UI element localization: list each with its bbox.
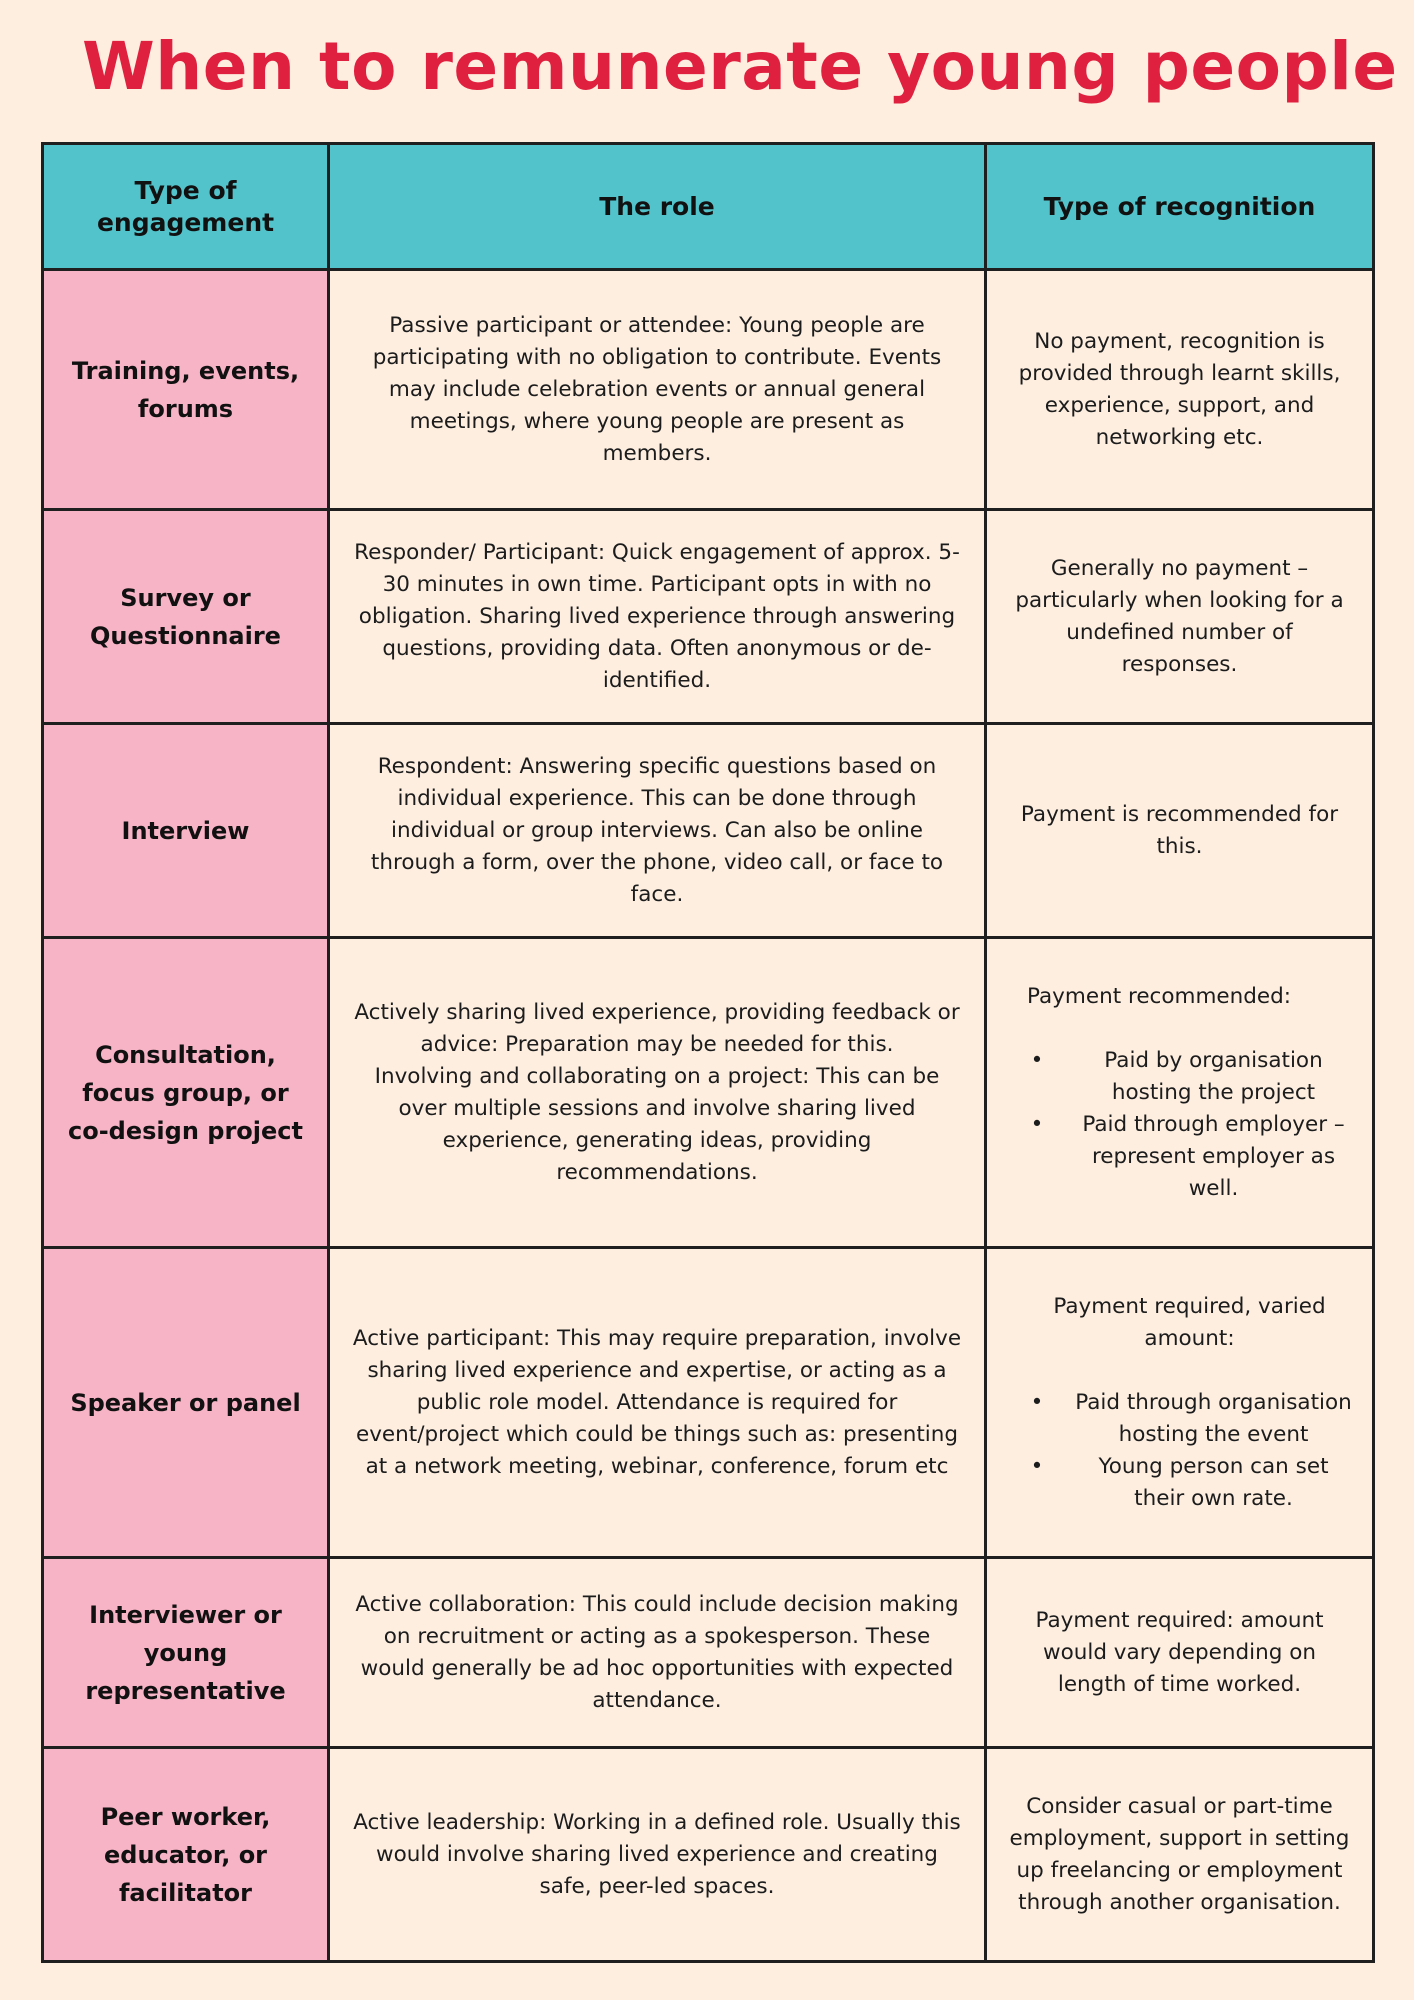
recognition-cell: Payment required: amount would vary depending on length of time worked. xyxy=(986,1558,1374,1748)
recognition-intro: Payment required, varied amount: xyxy=(1053,1293,1326,1351)
recognition-cell: Generally no payment – particularly when looking for a undefined number of responses. xyxy=(986,510,1374,724)
role-cell: Active collaboration: This could include decision making on recruitment or acting as a spokesperson. These would generally be ad hoc opportunities with expected attendance. xyxy=(329,1558,986,1748)
bullet-icon: • xyxy=(1030,1111,1044,1137)
table-row xyxy=(43,510,1374,724)
recognition-list xyxy=(1027,1387,1352,1515)
header-the-role: The role xyxy=(329,144,986,270)
recognition-cell: Consider casual or part-time employment, support in setting up freelancing or employment through another organisation. xyxy=(986,1748,1374,1962)
header-row xyxy=(43,144,1374,270)
engagement-type-cell: Peer worker, educator, or facilitator xyxy=(43,1748,329,1962)
engagement-type-cell: Interviewer or young representative xyxy=(43,1558,329,1748)
engagement-type-cell: Speaker or panel xyxy=(43,1248,329,1558)
list-item xyxy=(1027,1045,1352,1109)
list-item-text: Young person can set their own rate. xyxy=(1098,1453,1329,1511)
header-type-of-engagement: Type of engagement xyxy=(43,144,329,270)
recognition-intro: Payment recommended: xyxy=(1027,983,1292,1009)
page-title: When to remunerate young people xyxy=(82,28,1398,105)
list-item-text: Paid by organisation hosting the project xyxy=(1104,1047,1323,1105)
list-item xyxy=(1027,1451,1352,1515)
role-cell: Active leadership: Working in a defined role. Usually this would involve sharing lived experience and creating safe, peer-led spaces. xyxy=(329,1748,986,1962)
engagement-type-cell: Consultation, focus group, or co-design project xyxy=(43,938,329,1248)
list-item-text: Paid through employer – represent employer as well. xyxy=(1082,1111,1345,1201)
table-row xyxy=(43,1248,1374,1558)
engagement-type-cell: Interview xyxy=(43,724,329,938)
table-row xyxy=(43,938,1374,1248)
recognition-cell: Payment is recommended for this. xyxy=(986,724,1374,938)
table-row xyxy=(43,1748,1374,1962)
spacer xyxy=(1027,1013,1352,1045)
header-type-of-recognition: Type of recognition xyxy=(986,144,1374,270)
bullet-icon: • xyxy=(1030,1389,1044,1415)
table-row xyxy=(43,270,1374,510)
recognition-list xyxy=(1027,1045,1352,1205)
bullet-icon: • xyxy=(1030,1453,1044,1479)
role-paragraph: Involving and collaborating on a project: This can be over multiple sessions and involve sharing lived experience, generating ideas, providing recommendations. xyxy=(374,1063,940,1185)
table-row xyxy=(43,724,1374,938)
role-cell: Passive participant or attendee: Young people are participating with no obligation to contribute. Events may include celebration events or annual general meetings, where young people are present as members. xyxy=(329,270,986,510)
recognition-cell: No payment, recognition is provided through learnt skills, experience, support, and networking etc. xyxy=(986,270,1374,510)
list-item xyxy=(1027,1387,1352,1451)
role-paragraph: Actively sharing lived experience, providing feedback or advice: Preparation may be needed for this. xyxy=(354,999,960,1057)
bullet-icon: • xyxy=(1030,1047,1044,1073)
list-item xyxy=(1027,1109,1352,1205)
remuneration-table xyxy=(41,142,1375,1963)
recognition-cell xyxy=(986,1248,1374,1558)
role-cell xyxy=(329,938,986,1248)
recognition-cell xyxy=(986,938,1374,1248)
table-row xyxy=(43,1558,1374,1748)
role-cell: Responder/ Participant: Quick engagement of approx. 5-30 minutes in own time. Participant opts in with no obligation. Sharing lived experience through answering questions, providing data. Often anonymous or de-identified. xyxy=(329,510,986,724)
role-cell: Active participant: This may require preparation, involve sharing lived experience and expertise, or acting as a public role model. Attendance is required for event/project which could be things such as: presenting at a network meeting, webinar, conference, forum etc xyxy=(329,1248,986,1558)
spacer xyxy=(1027,1355,1352,1387)
role-cell: Respondent: Answering specific questions based on individual experience. This can be done through individual or group interviews. Can also be online through a form, over the phone, video call, or face to face. xyxy=(329,724,986,938)
list-item-text: Paid through organisation hosting the event xyxy=(1075,1389,1352,1447)
engagement-type-cell: Survey or Questionnaire xyxy=(43,510,329,724)
engagement-type-cell: Training, events, forums xyxy=(43,270,329,510)
